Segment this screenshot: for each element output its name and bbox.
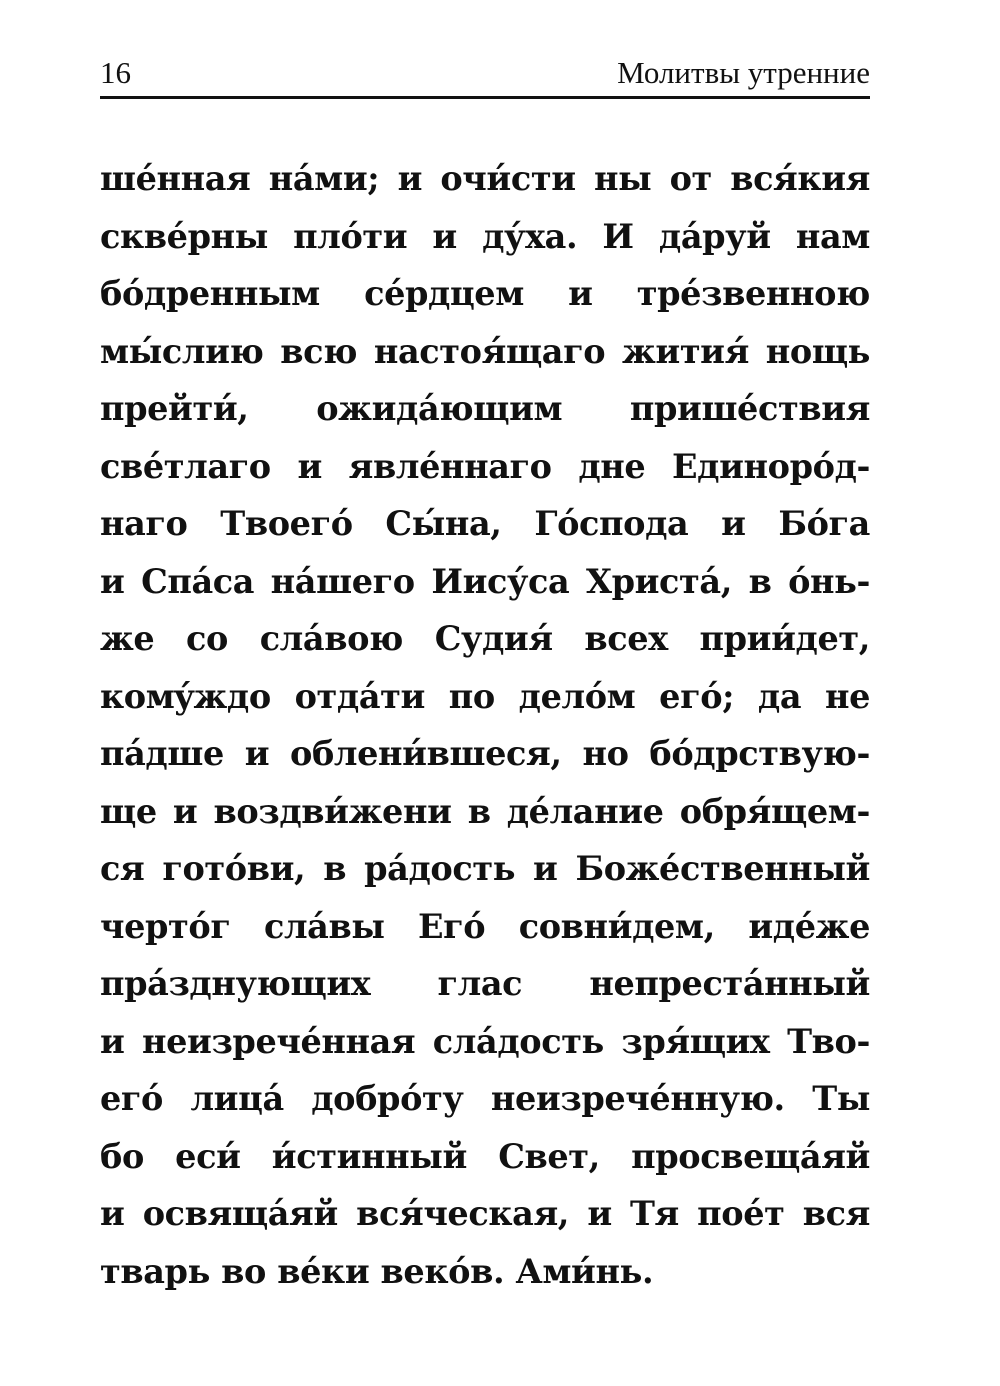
book-page (100, 0, 870, 1386)
text-line: бо́дренным се́рдцем и тре́звенною (100, 274, 870, 313)
text-line: комýждо отда́ти по дело́м его́; да не (100, 676, 870, 716)
page-header (100, 55, 870, 95)
text-line: же со сла́вою Судия́ всех прии́дет, (100, 619, 870, 658)
text-line: пра́зднующих глас непреста́нный (100, 964, 870, 1003)
prayer-text (100, 150, 870, 1300)
text-line: ся гото́ви, в ра́дость и Боже́ственный (100, 849, 870, 888)
text-line: его́ лица́ добро́ту неизрече́нную. Ты (100, 1079, 870, 1118)
running-title: Молитвы утренние (617, 55, 870, 90)
text-line: черто́г сла́вы Его́ совни́дем, иде́же (100, 906, 870, 946)
text-line: прейти́, ожида́ющим прише́ствия (100, 389, 870, 428)
text-line: и Спа́са на́шего Иису́са Христа́, в о́нь- (100, 561, 870, 601)
text-line: наго Твоего́ Сы́на, Го́спода и Бо́га (100, 504, 870, 543)
text-line-last: тварь во ве́ки веко́в. Ами́нь. (100, 1251, 654, 1291)
page-number: 16 (100, 55, 131, 90)
text-line: и неизрече́нная сла́дость зря́щих Тво- (100, 1021, 870, 1061)
text-line: мы́слию всю настоя́щаго жития́ нощь (100, 331, 870, 371)
text-line: све́тлаго и явле́ннаго дне Единоро́д- (100, 446, 870, 486)
text-line: ше́нная на́ми; и очи́сти ны от вся́кия (100, 159, 870, 198)
text-line: скве́рны пло́ти и ду́ха. И да́руй нам (100, 216, 870, 256)
text-line: и освяща́яй вся́ческая, и Тя пое́т вся (100, 1194, 870, 1233)
text-line: па́дше и облени́вшеся, но бо́дрствую- (100, 734, 870, 773)
text-line: ще и воздви́жени в де́лание обря́щем- (100, 791, 870, 831)
text-line: бо еси́ и́стинный Свет, просвеща́яй (100, 1136, 870, 1176)
header-rule (100, 96, 870, 99)
